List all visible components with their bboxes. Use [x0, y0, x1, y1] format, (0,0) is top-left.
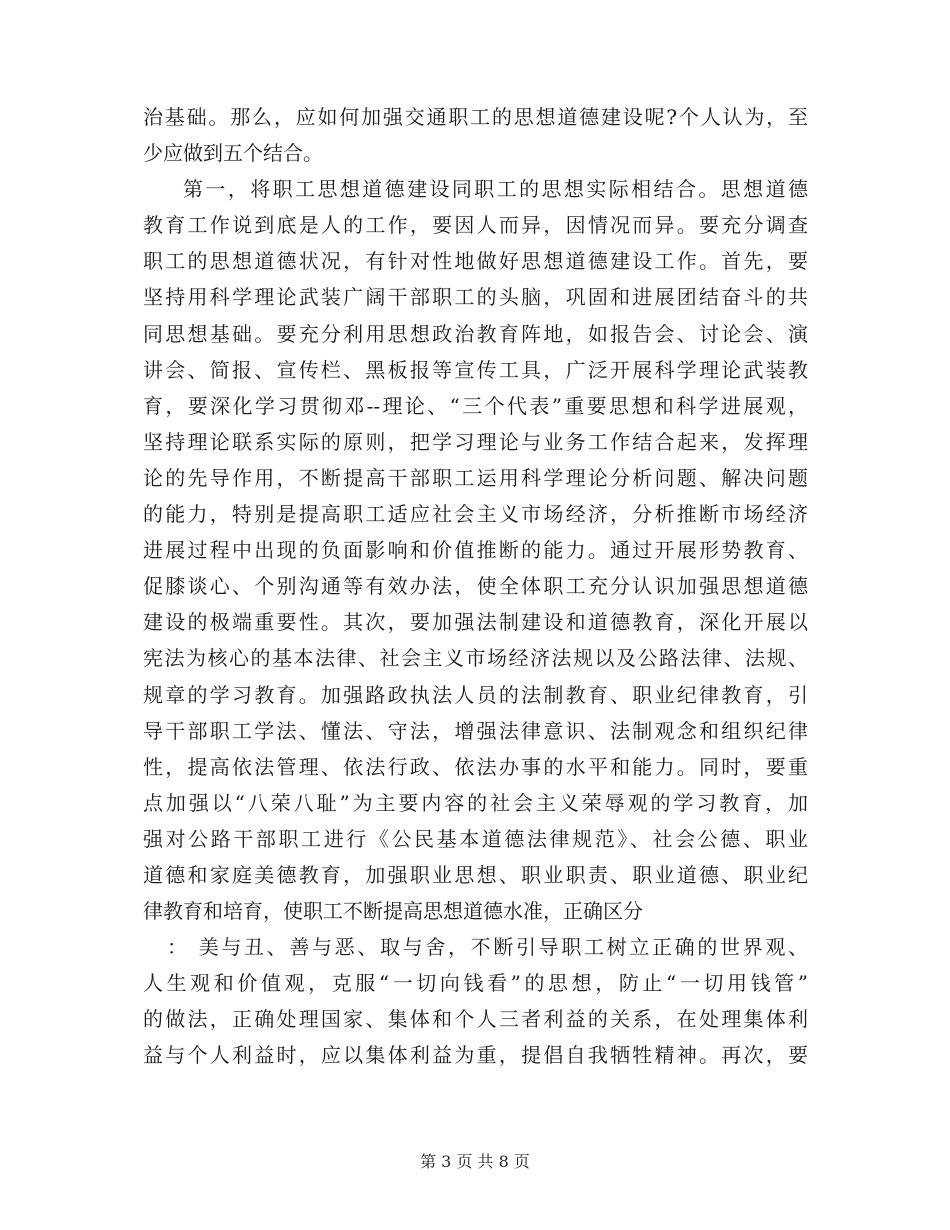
text-line: 规章的学习教育。加强路政执法人员的法制教育、职业纪律教育，引 [143, 682, 808, 707]
text-line: 的能力，特别是提高职工适应社会主义市场经济，分析推断市场经济 [143, 502, 808, 527]
text-line: 讲会、简报、宣传栏、黑板报等宣传工具，广泛开展科学理论武装教 [143, 357, 808, 382]
text-line: 育，要深化学习贯彻邓--理论、“三个代表”重要思想和科学进展观， [143, 393, 808, 418]
text-line: 强对公路干部职工进行《公民基本道德法律规范》、社会公德、职业 [143, 826, 808, 851]
text-line: 建设的极端重要性。其次，要加强法制建设和道德教育，深化开展以 [143, 610, 808, 635]
text-line: 促膝谈心、个别沟通等有效办法，使全体职工充分认识加强思想道德 [143, 574, 808, 599]
text-line: 治基础。那么，应如何加强交通职工的思想道德建设呢?个人认为，至 [143, 105, 808, 129]
text-line: 导干部职工学法、懂法、守法，增强法律意识、法制观念和组织纪律 [143, 718, 808, 743]
paragraph-first-line: 第一，将职工思想道德建设同职工的思想实际相结合。思想道德 [183, 177, 808, 202]
paragraph-first-line: ： 美与丑、善与恶、取与舍，不断引导职工树立正确的世界观、 [167, 935, 808, 960]
text-line: 坚持理论联系实际的原则，把学习理论与业务工作结合起来，发挥理 [143, 429, 808, 454]
text-line: 道德和家庭美德教育，加强职业思想、职业职责、职业道德、职业纪 [143, 862, 808, 887]
text-line: 人生观和价值观，克服“一切向钱看”的思想，防止“一切用钱管” [143, 971, 808, 996]
text-line: 职工的思想道德状况，有针对性地做好思想道德建设工作。首先，要 [143, 249, 808, 274]
text-line: 进展过程中出现的负面影响和价值推断的能力。通过开展形势教育、 [143, 538, 808, 563]
page-number-footer: 第 3 页 共 8 页 [420, 1152, 530, 1171]
text-line: 少应做到五个结合。 [143, 141, 323, 166]
body-text [143, 99, 808, 1074]
text-line: 性，提高依法管理、依法行政、依法办事的水平和能力。同时，要重 [143, 754, 808, 779]
text-line: 宪法为核心的基本法律、社会主义市场经济法规以及公路法律、法规、 [143, 646, 808, 671]
text-line: 点加强以“八荣八耻”为主要内容的社会主义荣辱观的学习教育，加 [143, 790, 808, 815]
text-line: 教育工作说到底是人的工作，要因人而异，因情况而异。要充分调查 [143, 213, 808, 238]
text-line: 坚持用科学理论武装广阔干部职工的头脑，巩固和进展团结奋斗的共 [143, 285, 808, 310]
text-line: 的做法，正确处理国家、集体和个人三者利益的关系，在处理集体利 [143, 1007, 808, 1032]
text-line: 律教育和培育，使职工不断提高思想道德水准，正确区分 [143, 899, 643, 924]
text-line: 论的先导作用，不断提高干部职工运用科学理论分析问题、解决问题 [143, 465, 808, 490]
text-line: 益与个人利益时，应以集体利益为重，提倡自我牺牲精神。再次，要 [143, 1043, 808, 1068]
text-line: 同思想基础。要充分利用思想政治教育阵地，如报告会、讨论会、演 [143, 321, 808, 346]
